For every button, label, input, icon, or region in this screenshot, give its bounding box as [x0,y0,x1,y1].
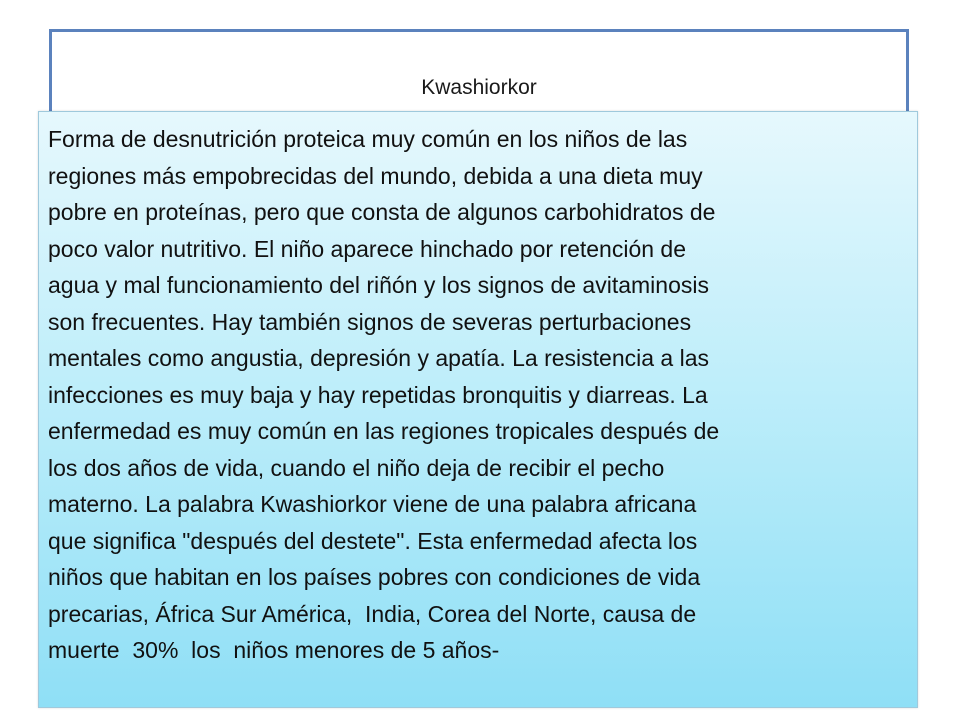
body-paragraph: Forma de desnutrición proteica muy común en los niños de las regiones más empobrecidas del mundo, debida a una dieta muy pobre en proteínas, pero que consta de algunos carbohidratos de poco valor nutritivo. El niño aparece hinchado por retención de agua y mal funcionamiento del riñón y los signos de avitaminosis son frecuentes. Hay también signos de severas perturbaciones mentales como angustia, depresión y apatía. La resistencia a las infecciones es muy baja y hay repetidas bronquitis y diarreas. La enfermedad es muy común en las regiones tropicales después de los dos años de vida, cuando el niño deja de recibir el pecho materno. La palabra Kwashiorkor viene de una palabra africana que significa "después del destete". Esta enfermedad afecta los niños que habitan en los países pobres con condiciones de vida precarias, África Sur América, India, Corea del Norte, causa de muerte 30% los niños menores de 5 años- [48,126,720,663]
body-text-box [38,111,918,708]
slide-title: Kwashiorkor [421,76,537,99]
